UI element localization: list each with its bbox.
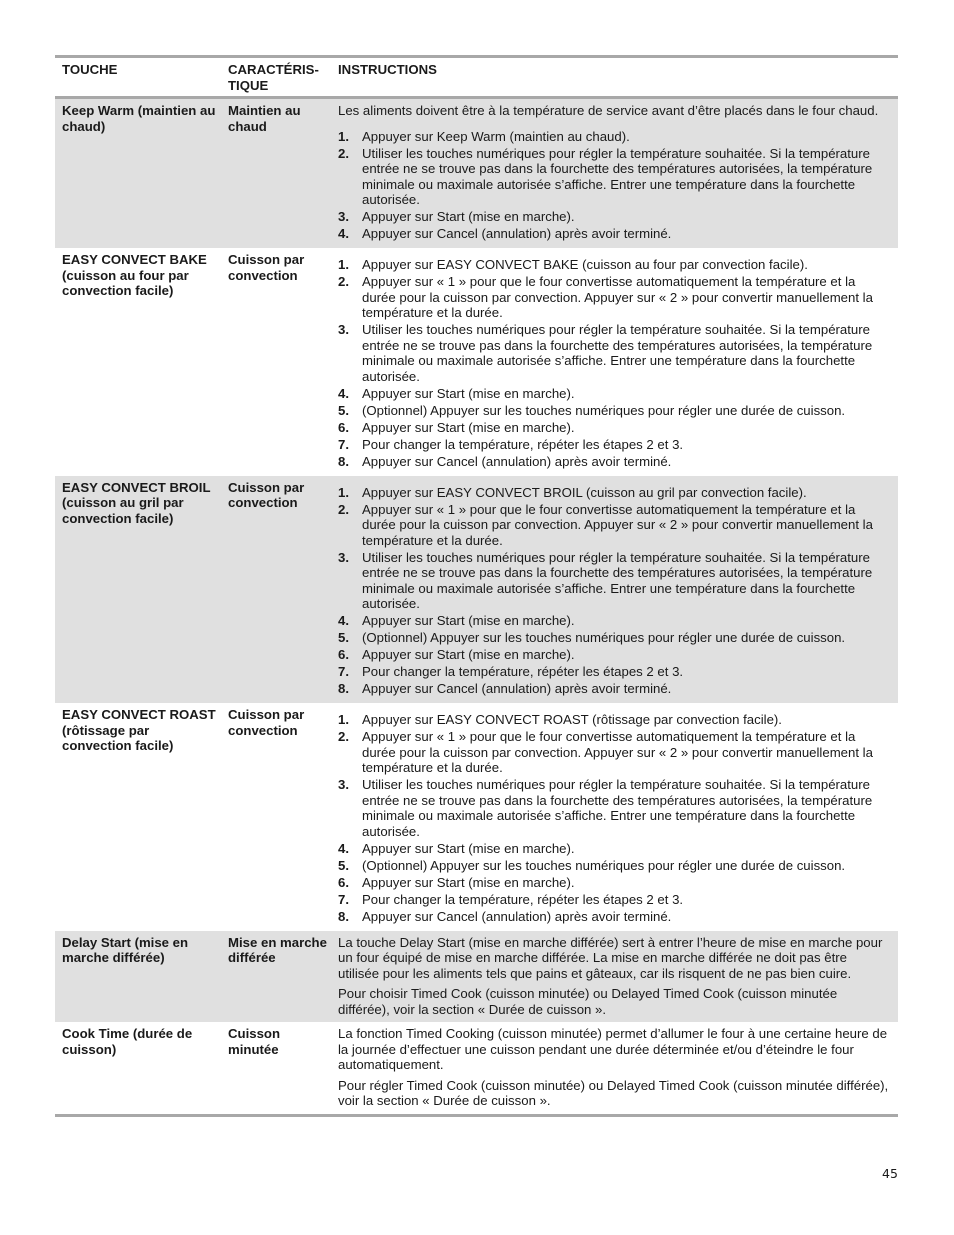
step-number: 2. bbox=[338, 501, 349, 517]
step-text: Appuyer sur Cancel (annulation) après avoir terminé. bbox=[362, 226, 672, 241]
step-list bbox=[338, 712, 890, 924]
step-number: 8. bbox=[338, 453, 349, 469]
step-number: 4. bbox=[338, 840, 349, 856]
step-item bbox=[338, 681, 890, 697]
step-text: Appuyer sur Cancel (annulation) après avoir terminé. bbox=[362, 908, 672, 924]
row-feature: Cuisson minutée bbox=[228, 1026, 281, 1057]
step-number: 7. bbox=[338, 891, 349, 907]
page-number: 45 bbox=[882, 1166, 898, 1181]
step-text: Appuyer sur Start (mise en marche). bbox=[362, 647, 575, 662]
step-item bbox=[338, 209, 890, 225]
step-text: Pour changer la température, répéter les étapes 2 et 3. bbox=[362, 891, 684, 907]
step-text: Appuyer sur Start (mise en marche). bbox=[362, 840, 575, 856]
header-feature: CARACTÉRIS- TIQUE bbox=[228, 62, 319, 93]
step-text: Appuyer sur EASY CONVECT BAKE (cuisson au four par convection facile). bbox=[362, 257, 808, 272]
step-number: 6. bbox=[338, 647, 349, 662]
step-text: Appuyer sur EASY CONVECT ROAST (rôtissage par convection facile). bbox=[362, 712, 782, 727]
table-row bbox=[55, 931, 898, 1023]
row-feature: Maintien au chaud bbox=[228, 103, 301, 134]
step-number: 6. bbox=[338, 874, 349, 890]
row-instructions bbox=[331, 707, 898, 926]
row-feature: Mise en marche différée bbox=[228, 934, 327, 966]
row-feature: Cuisson par convection bbox=[228, 707, 305, 738]
step-number: 7. bbox=[338, 436, 349, 452]
step-number: 1. bbox=[338, 712, 349, 727]
step-list bbox=[338, 257, 890, 469]
header-instructions: INSTRUCTIONS bbox=[338, 62, 437, 77]
row-feature: Cuisson par convection bbox=[228, 252, 305, 283]
step-item bbox=[338, 226, 890, 242]
instruction-paragraph: La fonction Timed Cooking (cuisson minutée) permet d’allumer le four à une certaine heure de la journée d’effectuer une cuisson pendant une durée déterminée et/ou d’éteindre le four automatiquement. bbox=[338, 1026, 888, 1072]
step-number: 5. bbox=[338, 630, 349, 645]
table-row bbox=[55, 99, 898, 248]
step-text: Appuyer sur Start (mise en marche). bbox=[362, 419, 575, 435]
table-row bbox=[55, 476, 898, 704]
step-number: 5. bbox=[338, 857, 349, 873]
step-item bbox=[338, 841, 890, 857]
table-row bbox=[55, 703, 898, 931]
step-item bbox=[338, 485, 890, 501]
step-number: 7. bbox=[338, 664, 349, 679]
step-text: (Optionnel) Appuyer sur les touches numériques pour régler une durée de cuisson. bbox=[362, 630, 846, 645]
step-text: Utiliser les touches numériques pour régler la température souhaitée. Si la température entrée ne se trouve pas dans la fourchette des températures autorisées, la température minimale ou maximale autorisée s’affiche. Entrer une température dans la fourchette autorisée. bbox=[362, 145, 873, 207]
instruction-paragraph: La touche Delay Start (mise en marche différée) sert à entrer l’heure de mise en marche pour un four équipé de mise en marche différée. La mise en marche différée ne doit pas être utilisée pour les aliments tels que pains et gâteaux, car ils risquent de ne pas bien cuire. bbox=[338, 934, 883, 981]
step-list bbox=[338, 485, 890, 697]
step-item bbox=[338, 875, 890, 891]
step-number: 6. bbox=[338, 419, 349, 435]
row-instructions bbox=[331, 480, 898, 699]
step-text: Utiliser les touches numériques pour régler la température souhaitée. Si la température entrée ne se trouve pas dans la fourchette des températures autorisées, la température minimale ou maximale autorisée s’affiche. Entrer une température dans la fourchette autorisée. bbox=[362, 549, 873, 611]
step-text: Utiliser les touches numériques pour régler la température souhaitée. Si la température entrée ne se trouve pas dans la fourchette des températures autorisées, la température minimale ou maximale autorisée s’affiche. Entrer une température dans la fourchette autorisée. bbox=[362, 777, 873, 839]
step-number: 4. bbox=[338, 613, 349, 628]
step-number: 3. bbox=[338, 777, 349, 792]
step-number: 3. bbox=[338, 322, 349, 337]
instruction-paragraph: Les aliments doivent être à la température de service avant d’être placés dans le four chaud. bbox=[338, 103, 879, 118]
row-key: Keep Warm (maintien au chaud) bbox=[62, 103, 216, 134]
step-item bbox=[338, 647, 890, 663]
step-number: 1. bbox=[338, 484, 349, 500]
table-row bbox=[55, 1022, 898, 1114]
row-feature: Cuisson par convection bbox=[228, 479, 305, 511]
step-item bbox=[338, 630, 890, 646]
table-bottom-rule bbox=[55, 1114, 898, 1117]
step-item bbox=[338, 664, 890, 680]
row-instructions bbox=[331, 252, 898, 471]
row-key: EASY CONVECT BROIL (cuisson au gril par convection facile) bbox=[62, 479, 211, 526]
row-key: EASY CONVECT ROAST (rôtissage par convection facile) bbox=[62, 707, 216, 754]
step-text: Appuyer sur Keep Warm (maintien au chaud). bbox=[362, 128, 630, 144]
step-item bbox=[338, 550, 890, 612]
row-key: EASY CONVECT BAKE (cuisson au four par convection facile) bbox=[62, 252, 207, 299]
row-key: Delay Start (mise en marche différée) bbox=[62, 934, 189, 966]
instruction-table bbox=[55, 55, 898, 1117]
step-item bbox=[338, 858, 890, 874]
step-number: 8. bbox=[338, 908, 349, 924]
step-text: (Optionnel) Appuyer sur les touches numériques pour régler une durée de cuisson. bbox=[362, 402, 846, 418]
step-number: 2. bbox=[338, 729, 349, 744]
step-item bbox=[338, 502, 890, 549]
step-text: Appuyer sur « 1 » pour que le four convertisse automatiquement la température et la durée pour la cuisson par convection. Appuyer sur « 2 » pour convertir manuellement la température et la durée. bbox=[362, 274, 873, 320]
step-item bbox=[338, 274, 890, 321]
step-item bbox=[338, 322, 890, 384]
step-text: (Optionnel) Appuyer sur les touches numériques pour régler une durée de cuisson. bbox=[362, 857, 846, 873]
step-text: Appuyer sur « 1 » pour que le four convertisse automatiquement la température et la durée pour la cuisson par convection. Appuyer sur « 2 » pour convertir manuellement la température et la durée. bbox=[362, 729, 873, 775]
step-item bbox=[338, 777, 890, 839]
step-text: Appuyer sur EASY CONVECT BROIL (cuisson au gril par convection facile). bbox=[362, 484, 807, 500]
step-text: Pour changer la température, répéter les étapes 2 et 3. bbox=[362, 436, 684, 452]
step-text: Appuyer sur Start (mise en marche). bbox=[362, 209, 575, 224]
step-item bbox=[338, 257, 890, 273]
step-item bbox=[338, 909, 890, 925]
step-number: 4. bbox=[338, 385, 349, 401]
row-instructions bbox=[331, 935, 898, 1018]
table-header bbox=[55, 58, 898, 96]
step-text: Appuyer sur Start (mise en marche). bbox=[362, 613, 575, 628]
row-key: Cook Time (durée de cuisson) bbox=[62, 1026, 193, 1057]
header-key: TOUCHE bbox=[62, 62, 118, 77]
step-number: 1. bbox=[338, 257, 349, 272]
step-item bbox=[338, 146, 890, 208]
step-number: 2. bbox=[338, 274, 349, 289]
step-number: 1. bbox=[338, 128, 349, 144]
step-text: Pour changer la température, répéter les étapes 2 et 3. bbox=[362, 664, 684, 679]
step-item bbox=[338, 729, 890, 776]
step-number: 8. bbox=[338, 681, 349, 696]
step-list bbox=[338, 129, 890, 242]
step-number: 4. bbox=[338, 226, 349, 241]
step-item bbox=[338, 129, 890, 145]
instruction-paragraph: Pour choisir Timed Cook (cuisson minutée) ou Delayed Timed Cook (cuisson minutée différée), voir la section « Durée de cuisson ». bbox=[338, 986, 838, 1017]
step-text: Appuyer sur Cancel (annulation) après avoir terminé. bbox=[362, 453, 672, 469]
row-instructions bbox=[331, 1026, 898, 1109]
step-number: 3. bbox=[338, 209, 349, 224]
table-body bbox=[55, 99, 898, 1114]
step-text: Utiliser les touches numériques pour régler la température souhaitée. Si la température entrée ne se trouve pas dans la fourchette des températures autorisées, la température minimale ou maximale autorisée s’affiche. Entrer une température dans la fourchette autorisée. bbox=[362, 322, 873, 384]
step-number: 5. bbox=[338, 402, 349, 418]
step-item bbox=[338, 420, 890, 436]
step-item bbox=[338, 712, 890, 728]
table-row bbox=[55, 248, 898, 476]
step-text: Appuyer sur « 1 » pour que le four convertisse automatiquement la température et la durée pour la cuisson par convection. Appuyer sur « 2 » pour convertir manuellement la température et la durée. bbox=[362, 501, 873, 548]
step-item bbox=[338, 386, 890, 402]
step-item bbox=[338, 454, 890, 470]
step-item bbox=[338, 437, 890, 453]
step-text: Appuyer sur Start (mise en marche). bbox=[362, 385, 575, 401]
step-item bbox=[338, 892, 890, 908]
step-text: Appuyer sur Cancel (annulation) après avoir terminé. bbox=[362, 681, 672, 696]
row-instructions bbox=[331, 103, 898, 243]
step-number: 2. bbox=[338, 145, 349, 161]
step-item bbox=[338, 403, 890, 419]
step-item bbox=[338, 613, 890, 629]
instruction-paragraph: Pour régler Timed Cook (cuisson minutée) ou Delayed Timed Cook (cuisson minutée différée), voir la section « Durée de cuisson ». bbox=[338, 1077, 889, 1108]
step-text: Appuyer sur Start (mise en marche). bbox=[362, 874, 575, 890]
step-number: 3. bbox=[338, 549, 349, 565]
